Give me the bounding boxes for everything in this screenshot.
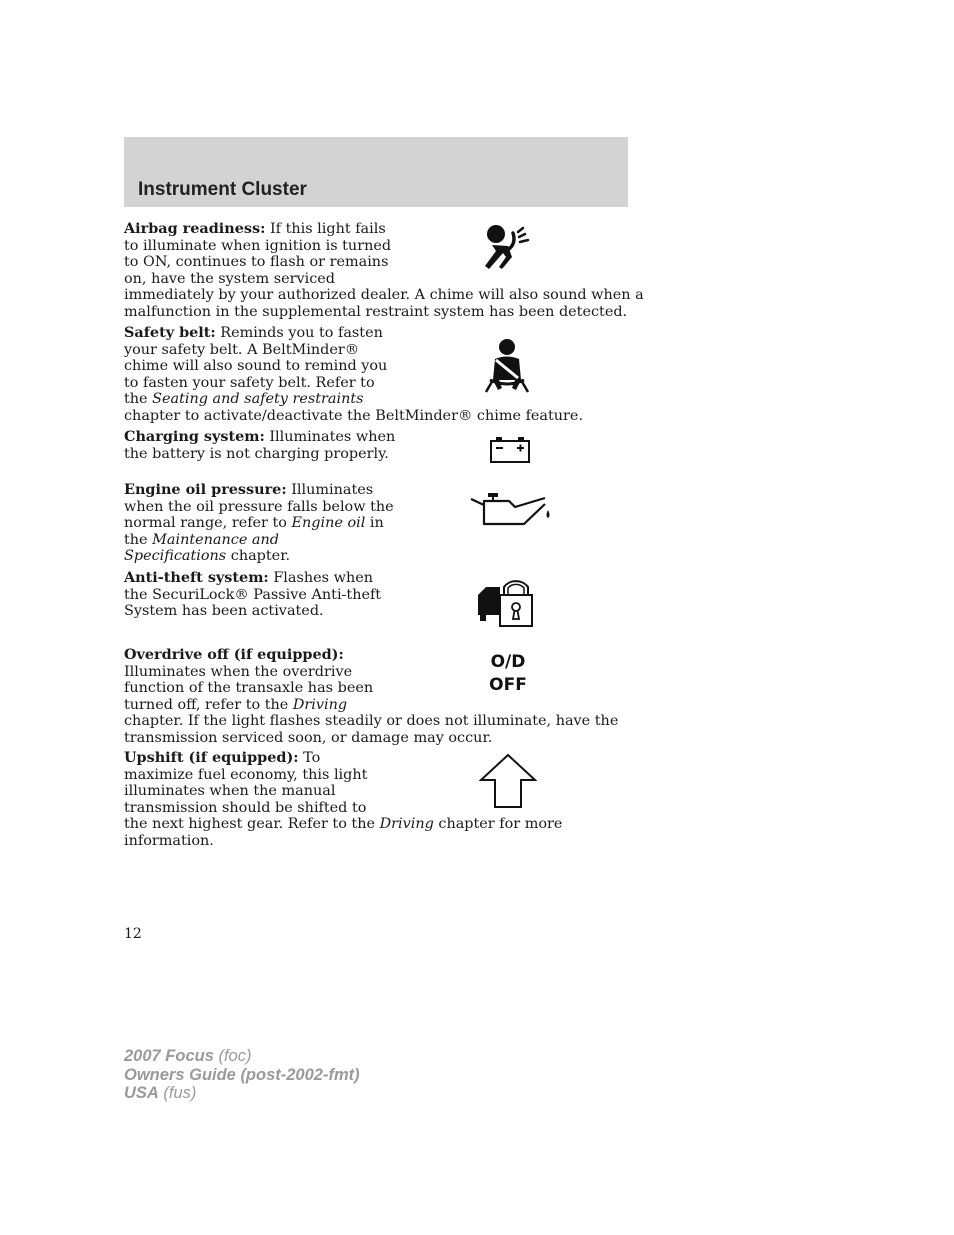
airbag-term: Airbag readiness: xyxy=(124,220,266,237)
oil-pressure-paragraph: Engine oil pressure: Illuminates when the oil pressure falls below the normal range, refer to Engine oil in the Maintenance and Specifications chapter. xyxy=(124,481,394,564)
document-footer: 2007 Focus (foc) Owners Guide (post-2002-fmt) USA (fus) xyxy=(124,1047,360,1102)
section-title: Instrument Cluster xyxy=(138,179,307,200)
upshift-term: Upshift (if equipped): xyxy=(124,749,299,766)
airbag-icon xyxy=(478,223,534,273)
upshift-paragraph: Upshift (if equipped): To maximize fuel economy, this light illuminates when the manual transmission should be shifted to the next highest gear. Refer to the Driving chapter for more information. xyxy=(124,749,563,849)
page-number: 12 xyxy=(124,926,142,942)
oil-pressure-term: Engine oil pressure: xyxy=(124,481,287,498)
overdrive-off-icon xyxy=(484,651,532,697)
od-label: O/D xyxy=(490,652,526,672)
off-label: OFF xyxy=(489,675,527,695)
charging-term: Charging system: xyxy=(124,428,265,445)
safety-belt-term: Safety belt: xyxy=(124,324,216,341)
oil-can-icon xyxy=(469,490,555,526)
airbag-paragraph: Airbag readiness: If this light fails to illuminate when ignition is turned to ON, continues to flash or remains on, have the system serviced immediately by your authorized dealer. A chime will also sound when a malfunction in the supplemental restraint system has been detected. xyxy=(124,220,644,320)
battery-icon xyxy=(489,436,531,464)
antitheft-term: Anti-theft system: xyxy=(124,569,269,586)
overdrive-paragraph: Overdrive off (if equipped): Illuminates when the overdrive function of the transaxle has been turned off, refer to the Driving chapter. If the light flashes steadily or does not illuminate, have the transmission serviced soon, or damage may occur. xyxy=(124,646,619,746)
antitheft-lock-icon xyxy=(476,575,536,629)
safety-belt-paragraph: Safety belt: Reminds you to fasten your safety belt. A BeltMinder® chime will also sound to remind you to fasten your safety belt. Refer to the Seating and safety restraints chapter to activate/deactivate the BeltMinder® chime feature. xyxy=(124,324,584,424)
overdrive-term: Overdrive off (if equipped): xyxy=(124,646,344,663)
charging-paragraph: Charging system: Illuminates when the battery is not charging properly. xyxy=(124,428,396,462)
antitheft-paragraph: Anti-theft system: Flashes when the SecuriLock® Passive Anti-theft System has been activated. xyxy=(124,569,382,619)
seatbelt-icon xyxy=(484,338,530,394)
upshift-arrow-icon xyxy=(479,753,537,809)
section-header xyxy=(124,137,628,207)
